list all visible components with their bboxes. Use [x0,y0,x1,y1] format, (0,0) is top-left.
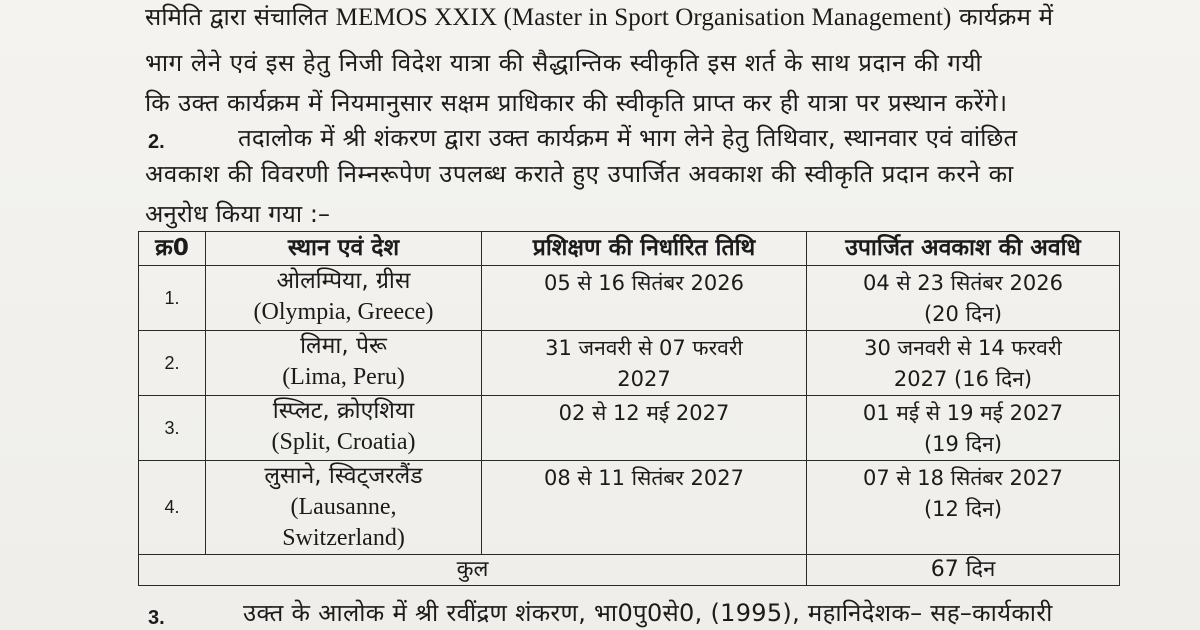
row-leave [807,396,1120,461]
table-row [139,331,1120,396]
row-serial-number: 3. [139,396,206,461]
place-hindi: स्प्लिट, क्रोएशिया [272,398,415,424]
leave-days: (12 दिन) [923,497,1003,521]
row-leave [807,461,1120,555]
place-english: (Split, Croatia) [271,429,416,455]
paragraph-3-line-1: उक्त के आलोक में श्री रवींद्रण शंकरण, भा0पु0से0, (1995), महानिदेशक– सह–कार्यकारी [243,599,1053,627]
place-english-line-2: Switzerland) [282,525,405,551]
paragraph-1-line-1-prefix: समिति द्वारा संचालित [145,3,336,31]
training-date-line: 05 से 16 सितंबर 2026 [544,271,744,295]
place-hindi: लिमा, पेरू [300,333,387,359]
table-row [139,396,1120,461]
leave-days: (20 दिन) [923,302,1003,326]
leave-schedule-table [138,231,1120,586]
row-place [206,266,482,331]
row-leave [807,331,1120,396]
paragraph-1-line-3: कि उक्त कार्यक्रम में नियमानुसार सक्षम प्राधिकार की स्वीकृति प्राप्त कर ही यात्रा पर प्रस्थान करेंगे। [145,89,1008,117]
header-leave-period: उपार्जित अवकाश की अवधि [807,232,1120,266]
leave-days: (19 दिन) [923,432,1003,456]
row-training-date [482,396,807,461]
row-training-date [482,266,807,331]
paragraph-1-line-1 [145,1,1053,34]
paragraph-1-line-2: भाग लेने एवं इस हेतु निजी विदेश यात्रा की सैद्धान्तिक स्वीकृति इस शर्त के साथ प्रदान की गयी [145,49,983,77]
table-row [139,461,1120,555]
header-place-country: स्थान एवं देश [206,232,482,266]
header-serial-number: क्र0 [139,232,206,266]
row-place [206,396,482,461]
leave-dates: 07 से 18 सितंबर 2027 [863,466,1063,490]
table-row [139,266,1120,331]
training-date-line: 31 जनवरी से 07 फरवरी [545,336,743,360]
paragraph-1-line-1-suffix: कार्यक्रम में [951,3,1054,31]
table-header-row [139,232,1120,266]
training-date-line: 2027 [617,367,671,391]
place-hindi: लुसाने, स्विट्जरलैंड [264,463,423,489]
row-training-date [482,461,807,555]
leave-dates: 30 जनवरी से 14 फरवरी [864,336,1062,360]
leave-dates: 01 मई से 19 मई 2027 [862,401,1064,425]
row-training-date [482,331,807,396]
header-training-date: प्रशिक्षण की निर्धारित तिथि [482,232,807,266]
leave-dates: 04 से 23 सितंबर 2026 [863,271,1063,295]
place-hindi: ओलम्पिया, ग्रीस [276,268,411,294]
row-place [206,461,482,555]
leave-days: 2027 (16 दिन) [893,367,1033,391]
training-date-line: 02 से 12 मई 2027 [558,401,730,425]
training-date-line: 08 से 11 सितंबर 2027 [544,466,744,490]
row-leave [807,266,1120,331]
row-serial-number: 1. [139,266,206,331]
paragraph-2-line-1: तदालोक में श्री शंकरण द्वारा उक्त कार्यक्रम में भाग लेने हेतु तिथिवार, स्थानवार एवं वांछित [238,124,1018,152]
place-english: (Lima, Peru) [282,364,405,390]
paragraph-3-number: 3. [148,607,165,629]
row-serial-number: 4. [139,461,206,555]
total-label: कुल [139,555,807,586]
place-english-line-1: (Lausanne, [290,494,397,520]
paragraph-2-line-3: अनुरोध किया गया :– [145,200,331,228]
paragraph-2-number: 2. [148,131,165,153]
paragraph-2-line-2: अवकाश की विवरणी निम्नरूपेण उपलब्ध कराते हुए उपार्जित अवकाश की स्वीकृति प्रदान करने का [145,160,1014,188]
total-value: 67 दिन [807,555,1120,586]
table-total-row [139,555,1120,586]
program-name: MEMOS XXIX (Master in Sport Organisation Management) [335,4,952,31]
row-place [206,331,482,396]
place-english: (Olympia, Greece) [253,299,434,325]
row-serial-number: 2. [139,331,206,396]
